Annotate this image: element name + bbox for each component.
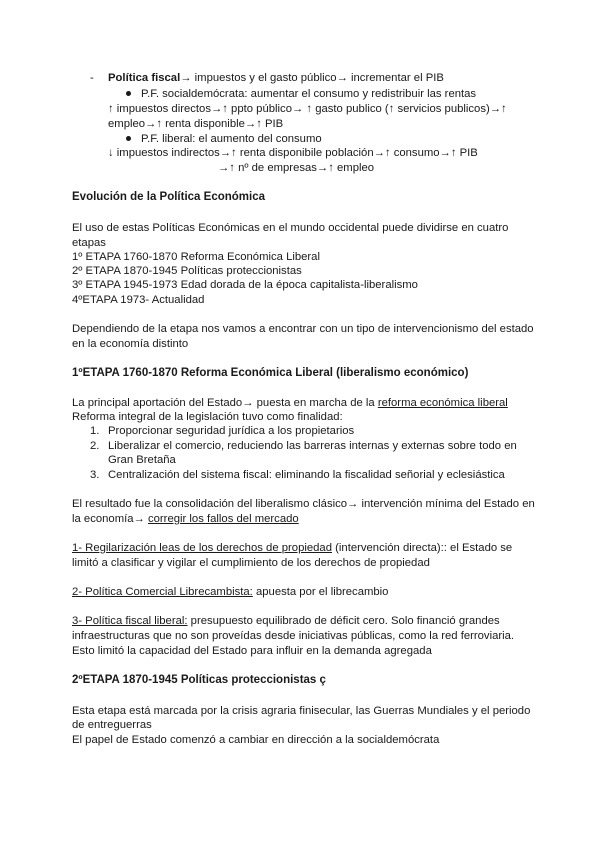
etapa-item-4: 4ºETAPA 1973- Actualidad [72, 294, 205, 306]
reforma-economica-liberal-link: reforma económica liberal [377, 397, 508, 409]
politica-fiscal-title: Política fiscal [108, 72, 181, 84]
pf-liberal-line2: ↓ impuestos indirectos→↑ renta disponibile población→↑ consumo→↑ PIB [108, 147, 478, 159]
resultado-line2 [72, 512, 299, 527]
etapa1-line1-text: La principal aportación del Estado→ puesta en marcha de la [72, 397, 378, 409]
resultado-line2-text: la economía→ [72, 513, 148, 525]
etapa1-line1 [72, 396, 508, 411]
list-item-3: Centralización del sistema fiscal: eliminando la fiscalidad señorial y eclesiástica [108, 469, 505, 481]
point3-line1 [72, 614, 500, 629]
point3-title: 3- Política fiscal liberal: [72, 615, 188, 627]
point1-rest: (intervención directa):: el Estado se [332, 542, 513, 554]
etapa2-line3: El papel de Estado comenzó a cambiar en dirección a la socialdemócrata [72, 734, 440, 746]
list-item-2-line2: Gran Bretaña [108, 454, 176, 466]
bullet-dot-icon [126, 91, 131, 96]
point2-line [72, 585, 388, 600]
politica-fiscal-rest: → impuestos y el gasto público→ incrementar el PIB [180, 72, 444, 84]
point3-rest: presupuesto equilibrado de déficit cero. Solo financió grandes [187, 615, 500, 627]
evolucion-intro-line2: etapas [72, 237, 106, 249]
etapa-item-3: 3º ETAPA 1945-1973 Edad dorada de la época capitalista-liberalismo [72, 279, 418, 291]
point2-title: 2- Política Comercial Librecambista: [72, 586, 253, 598]
point1-line1 [72, 541, 512, 556]
etapa-item-1: 1º ETAPA 1760-1870 Reforma Económica Liberal [72, 251, 320, 263]
pf-liberal-text: P.F. liberal: el aumento del consumo [141, 133, 322, 145]
pf-liberal-item [126, 132, 322, 147]
pf-liberal-line3: →↑ nº de empresas→↑ empleo [218, 162, 375, 174]
bullet-dot-icon [126, 136, 131, 141]
evolucion-para-line2: en la economía distinto [72, 338, 189, 350]
politica-fiscal-line [108, 71, 444, 86]
list-num-3: 3. [90, 469, 100, 481]
resultado-line1: El resultado fue la consolidación del liberalismo clásico→ intervención mínima del Estado en [72, 498, 535, 510]
point2-rest: apuesta por el librecambio [252, 586, 389, 598]
bullet-dash: - [90, 72, 94, 84]
pf-social-text: P.F. socialdemócrata: aumentar el consumo y redistribuir las rentas [141, 88, 477, 100]
evolucion-heading: Evolución de la Política Económica [72, 191, 265, 203]
pf-social-line2: ↑ impuestos directos→↑ ppto público→ ↑ gasto publico (↑ servicios publicos)→↑ [108, 103, 507, 115]
list-num-2: 2. [90, 440, 100, 452]
evolucion-intro-line1: El uso de estas Políticas Económicas en el mundo occidental puede dividirse en cuatro [72, 222, 509, 234]
pf-social-line3: empleo→↑ renta disponible→↑ PIB [108, 118, 284, 130]
etapa1-line2: Reforma integral de la legislación tuvo como finalidad: [72, 411, 343, 423]
etapa-item-2: 2º ETAPA 1870-1945 Políticas proteccionistas [72, 265, 302, 277]
corregir-fallos-link: corregir los fallos del mercado [147, 513, 299, 525]
list-item-2: Liberalizar el comercio, reduciendo las barreras internas y externas sobre todo en [108, 440, 517, 452]
point1-line2: limitó a clasificar y vigilar el cumplimiento de los derechos de propiedad [72, 557, 430, 569]
etapa2-heading: 2ºETAPA 1870-1945 Políticas proteccionistas ç [72, 674, 326, 686]
etapa2-line1: Esta etapa está marcada por la crisis agraria finisecular, las Guerras Mundiales y el periodo [72, 705, 531, 717]
list-item-1: Proporcionar seguridad jurídica a los propietarios [108, 425, 355, 437]
pf-social-item [126, 87, 476, 102]
etapa2-line2: de entreguerras [72, 719, 152, 731]
etapa1-heading: 1ºETAPA 1760-1870 Reforma Económica Liberal (liberalismo económico) [72, 367, 469, 379]
evolucion-para-line1: Dependiendo de la etapa nos vamos a encontrar con un tipo de intervencionismo del estado [72, 323, 534, 335]
point3-line2: infraestructuras que no son proveídas desde iniciativas públicas, como la red ferroviaria. [72, 630, 515, 642]
point3-line3: Esto limitó la capacidad del Estado para influir en la demanda agregada [72, 645, 432, 657]
list-num-1: 1. [90, 425, 100, 437]
point1-title: 1- Regilarización leas de los derechos de propiedad [72, 542, 332, 554]
